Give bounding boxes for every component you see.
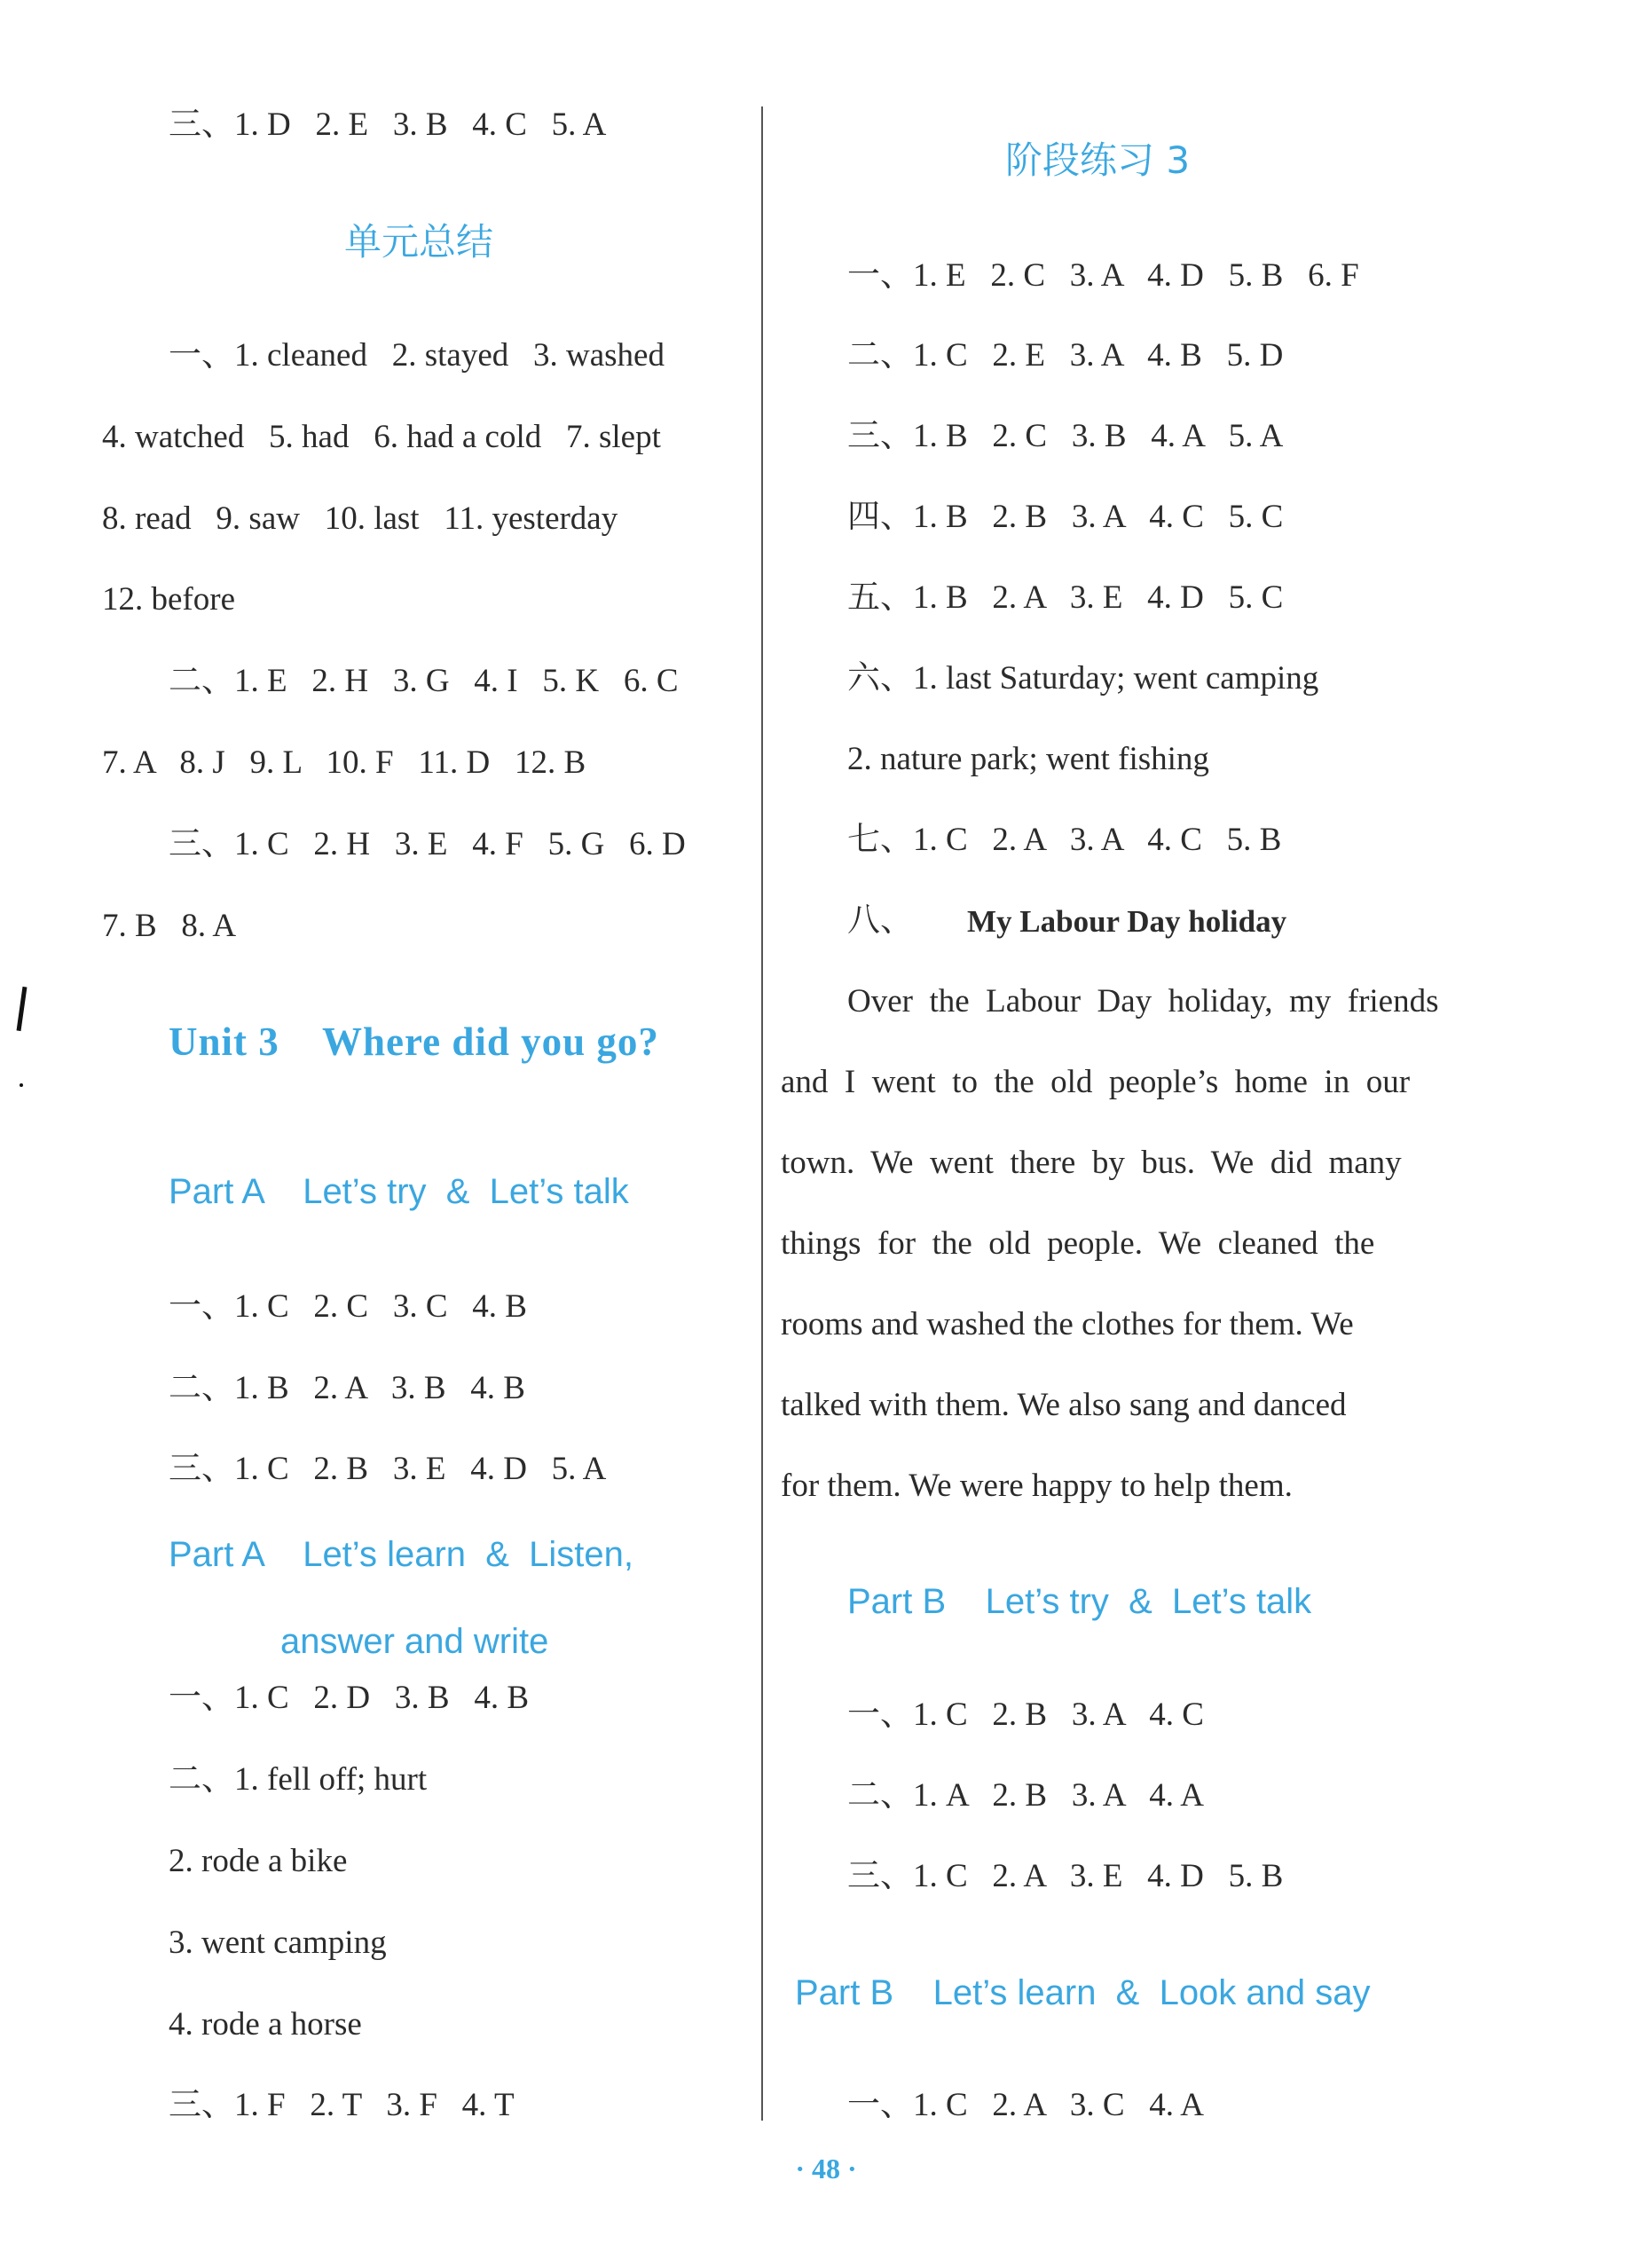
answer-line: 三、1. C 2. H 3. E 4. F 5. G 6. D <box>169 826 686 862</box>
answer-line: 二、1. fell off; hurt <box>169 1761 428 1798</box>
section-heading-unit-summary: 单元总结 <box>344 220 494 264</box>
essay-line: and I went to the old people’s home in our <box>781 1064 1411 1100</box>
essay-line: for them. We were happy to help them. <box>781 1468 1293 1504</box>
section-heading-part-a-learn: Part A Let’s learn & Listen, <box>169 1535 634 1574</box>
answer-line: 2. rode a bike <box>169 1843 348 1879</box>
answer-line: 二、1. B 2. A 3. B 4. B <box>169 1370 525 1406</box>
scan-mark <box>20 1083 23 1087</box>
answer-line: 三、1. B 2. C 3. B 4. A 5. A <box>847 418 1284 454</box>
answer-line: 四、1. B 2. B 3. A 4. C 5. C <box>847 499 1284 535</box>
answer-line: 一、1. E 2. C 3. A 4. D 5. B 6. F <box>847 257 1359 294</box>
essay-line: rooms and washed the clothes for them. We <box>781 1306 1354 1342</box>
answer-line: 六、1. last Saturday; went camping <box>847 660 1319 697</box>
answer-line: 三、1. F 2. T 3. F 4. T <box>169 2087 515 2123</box>
answer-line: 4. watched 5. had 6. had a cold 7. slept <box>102 419 661 455</box>
essay-line: town. We went there by bus. We did many <box>781 1145 1402 1181</box>
answer-line: 7. A 8. J 9. L 10. F 11. D 12. B <box>102 744 586 781</box>
section-heading-part-a-talk: Part A Let’s try & Let’s talk <box>169 1172 629 1211</box>
essay-title: My Labour Day holiday <box>967 904 1287 939</box>
answer-line: 一、1. cleaned 2. stayed 3. washed <box>169 337 665 374</box>
answer-line: 一、1. C 2. A 3. C 4. A <box>847 2087 1204 2123</box>
answer-line: 8. read 9. saw 10. last 11. yesterday <box>102 500 618 537</box>
answer-line: 2. nature park; went fishing <box>847 741 1209 777</box>
essay-line: things for the old people. We cleaned the <box>781 1225 1375 1262</box>
answer-line: 五、1. B 2. A 3. E 4. D 5. C <box>847 579 1284 616</box>
page-number: · 48 · <box>795 2153 857 2184</box>
answer-line: 4. rode a horse <box>169 2006 362 2043</box>
section-heading-part-a-learn-cont: answer and write <box>280 1622 549 1661</box>
essay-line: talked with them. We also sang and danced <box>781 1387 1347 1423</box>
answer-line-prefix: 八、 <box>847 902 913 939</box>
answer-line: 三、1. C 2. B 3. E 4. D 5. A <box>169 1451 607 1487</box>
answer-line: 一、1. C 2. C 3. C 4. B <box>169 1288 527 1325</box>
section-heading-part-b-talk: Part B Let’s try & Let’s talk <box>847 1582 1312 1621</box>
answer-line: 三、1. D 2. E 3. B 4. C 5. A <box>169 106 607 143</box>
unit-title: Unit 3 Where did you go? <box>169 1019 659 1064</box>
essay-line: Over the Labour Day holiday, my friends <box>847 983 1439 1019</box>
section-heading-stage-practice: 阶段练习 3 <box>1005 138 1191 182</box>
section-heading-part-b-learn: Part B Let’s learn & Look and say <box>795 1973 1371 2012</box>
answer-line: 七、1. C 2. A 3. A 4. C 5. B <box>847 822 1282 858</box>
answer-line: 一、1. C 2. B 3. A 4. C <box>847 1696 1204 1733</box>
answer-line: 一、1. C 2. D 3. B 4. B <box>169 1680 530 1716</box>
scan-mark <box>17 987 28 1031</box>
answer-line: 3. went camping <box>169 1925 387 1961</box>
answer-line: 二、1. C 2. E 3. A 4. B 5. D <box>847 337 1284 374</box>
answer-line: 二、1. A 2. B 3. A 4. A <box>847 1777 1204 1814</box>
column-divider <box>761 106 763 2121</box>
answer-line: 三、1. C 2. A 3. E 4. D 5. B <box>847 1858 1284 1894</box>
answer-line: 二、1. E 2. H 3. G 4. I 5. K 6. C <box>169 663 679 699</box>
answer-line: 7. B 8. A <box>102 908 237 944</box>
answer-line: 12. before <box>102 581 235 618</box>
